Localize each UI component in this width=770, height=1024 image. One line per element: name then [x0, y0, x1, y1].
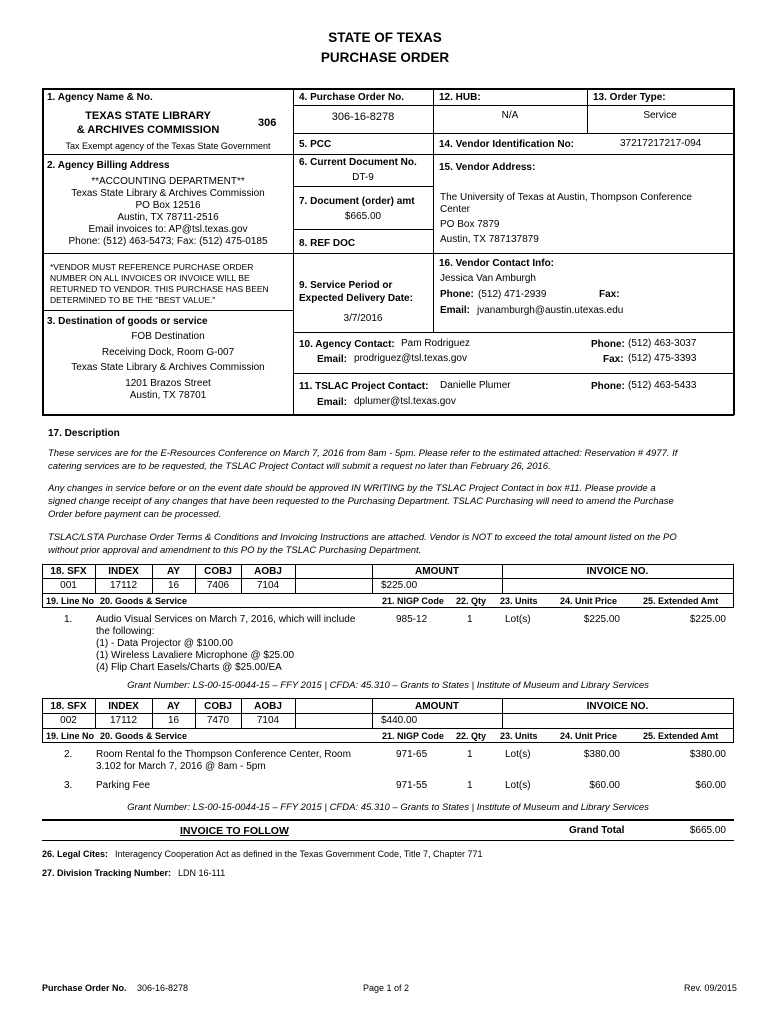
box12-label: 12. HUB: — [439, 92, 481, 103]
box9-label-1: 9. Service Period or — [299, 280, 393, 291]
lh1-ext-amt: 25. Extended Amt — [643, 596, 719, 606]
hub-value: N/A — [501, 110, 519, 121]
line2-unit-price: $380.00 — [583, 749, 620, 760]
current-document-no: DT-9 — [352, 172, 374, 183]
acct2-sfx: 002 — [60, 715, 77, 726]
acct1-cobj: 7406 — [206, 580, 230, 591]
box26-label: 26. Legal Cites: — [42, 849, 109, 859]
acct1-cobj-header: COBJ — [204, 566, 232, 577]
agency-fax: (512) 475-3393 — [628, 353, 697, 364]
lh1-unit-price: 24. Unit Price — [560, 596, 618, 606]
agency-name-line2: & ARCHIVES COMMISSION — [76, 124, 220, 136]
project-phone-label: Phone: — [591, 381, 625, 392]
vendor-phone-label: Phone: — [440, 289, 474, 300]
acct1-index-header: INDEX — [108, 566, 139, 577]
acct1-aobj: 7104 — [256, 580, 280, 591]
description-para1-line2: catering services are to be requested, the TSLAC Project Contact will submit a request no later than February 26, 2016. — [48, 461, 551, 472]
tax-exempt-note: Tax Exempt agency of the Texas State Government — [65, 141, 271, 151]
agency-email: prodriguez@tsl.texas.gov — [354, 353, 467, 364]
po-number: 306-16-8278 — [331, 111, 395, 123]
lh2-goods: 20. Goods & Service — [100, 731, 188, 741]
box2-label: 2. Agency Billing Address — [47, 160, 170, 171]
agency-fax-label: Fax: — [603, 354, 624, 365]
acct2-amount: $440.00 — [381, 715, 418, 726]
line3-units: Lot(s) — [505, 780, 531, 791]
box1-label: 1. Agency Name & No. — [47, 92, 153, 103]
vendor-email: jvanamburgh@austin.utexas.edu — [477, 305, 624, 316]
lh2-nigp: 21. NIGP Code — [382, 731, 444, 741]
billing-line-4: Austin, TX 78711-2516 — [117, 212, 219, 223]
line1-desc-4: (1) Wireless Lavaliere Microphone @ $25.00 — [96, 650, 295, 661]
box6-label: 6. Current Document No. — [299, 157, 417, 168]
line1-unit-price: $225.00 — [583, 614, 620, 625]
line1-no: 1. — [64, 614, 73, 625]
line1-desc-2: the following: — [96, 626, 155, 637]
vendor-note-4: DETERMINED TO BE THE "BEST VALUE." — [50, 295, 216, 305]
grant-line-2: Grant Number: LS-00-15-0044-15 – FFY 2015 | CFDA: 45.310 – Grants to States | Institute of Museum and Library Services — [127, 802, 649, 813]
acct1-sfx: 001 — [60, 580, 77, 591]
agency-email-label: Email: — [317, 354, 348, 365]
box8-label: 8. REF DOC — [299, 238, 356, 249]
destination-line-5: Austin, TX 78701 — [129, 390, 207, 401]
line1-ext: $225.00 — [689, 614, 726, 625]
vendor-address-2: Center — [440, 204, 471, 215]
acct2-index-header: INDEX — [108, 701, 139, 712]
box3-label: 3. Destination of goods or service — [47, 316, 208, 327]
billing-email: Email invoices to: AP@tsl.texas.gov — [88, 224, 248, 235]
vendor-fax-label: Fax: — [599, 289, 620, 300]
agency-number: 306 — [258, 117, 277, 129]
acct2-cobj: 7470 — [206, 715, 230, 726]
project-email: dplumer@tsl.texas.gov — [354, 396, 456, 407]
agency-phone-label: Phone: — [591, 339, 625, 350]
document-amount: $665.00 — [344, 211, 382, 222]
grand-total-label: Grand Total — [569, 825, 625, 836]
acct1-index: 17112 — [109, 580, 138, 591]
service-date: 3/7/2016 — [343, 313, 383, 324]
vendor-note-2: NUMBER ON ALL INVOICES OR INVOICE WILL BE — [50, 273, 250, 283]
grand-total-value: $665.00 — [689, 825, 726, 836]
acct1-amount-header: AMOUNT — [415, 566, 459, 577]
acct1-amount: $225.00 — [381, 580, 418, 591]
billing-line-3: PO Box 12516 — [135, 200, 201, 211]
vendor-address-4: Austin, TX 787137879 — [440, 234, 539, 245]
line1-desc-5: (4) Flip Chart Easels/Charts @ $25.00/EA — [96, 662, 282, 673]
acct2-amount-header: AMOUNT — [415, 701, 459, 712]
footer-revision: Rev. 09/2015 — [684, 983, 737, 993]
line1-desc-3: (1) - Data Projector @ $100.00 — [96, 638, 233, 649]
document-title: STATE OF TEXAS — [328, 30, 442, 45]
vendor-address-1: The University of Texas at Austin, Thompson Conference — [440, 192, 692, 203]
description-para3-line2: without prior approval and amendment to this PO by the TSLAC Purchasing Department. — [48, 545, 422, 556]
box11-label: 11. TSLAC Project Contact: — [299, 381, 429, 392]
project-email-label: Email: — [317, 397, 348, 408]
acct2-invoice-header: INVOICE NO. — [586, 701, 649, 712]
order-type-value: Service — [643, 110, 677, 121]
box9-label-2: Expected Delivery Date: — [299, 293, 413, 304]
acct1-invoice-header: INVOICE NO. — [586, 566, 649, 577]
line3-unit-price: $60.00 — [589, 780, 620, 791]
line2-desc-2: 3.102 for March 7, 2016 @ 8am - 5pm — [96, 761, 266, 772]
box5-label: 5. PCC — [299, 139, 332, 150]
billing-line-2: Texas State Library & Archives Commission — [71, 188, 265, 199]
document-subtitle: PURCHASE ORDER — [320, 50, 450, 65]
line1-units: Lot(s) — [505, 614, 531, 625]
vendor-email-label: Email: — [440, 305, 471, 316]
acct1-sfx-header: 18. SFX — [50, 566, 87, 577]
vendor-contact-name: Jessica Van Amburgh — [440, 273, 536, 284]
line3-nigp: 971-55 — [396, 780, 428, 791]
legal-cites: Interagency Cooperation Act as defined in the Texas Government Code, Title 7, Chapter 771 — [115, 849, 483, 859]
line2-ext: $380.00 — [689, 749, 726, 760]
box7-label: 7. Document (order) amt — [299, 196, 415, 207]
lh2-qty: 22. Qty — [456, 731, 487, 741]
vendor-id: 37217217217-094 — [620, 138, 702, 149]
description-para2-line1: Any changes in service before or on the event date should be approved IN WRITING by the TSLAC Project Contact in box #11. Please provide a — [48, 483, 656, 494]
lh1-units: 23. Units — [500, 596, 538, 606]
line1-nigp: 985-12 — [396, 614, 428, 625]
description-para2-line2: signed change receipt of any changes that have been requested to the Purchasing Department. TSLAC Purchasing will need to amend the Purchase — [48, 496, 674, 507]
division-tracking: LDN 16-111 — [178, 868, 226, 878]
description-para2-line3: Order before payment can be processed. — [48, 509, 222, 520]
project-contact-name: Danielle Plumer — [440, 380, 511, 391]
box15-label: 15. Vendor Address: — [439, 162, 536, 173]
box27-label: 27. Division Tracking Number: — [42, 868, 172, 878]
lh1-goods: 20. Goods & Service — [100, 596, 188, 606]
agency-name-line1: TEXAS STATE LIBRARY — [85, 110, 211, 122]
lh2-line-no: 19. Line No — [46, 731, 95, 741]
project-phone: (512) 463-5433 — [628, 380, 697, 391]
agency-contact-name: Pam Rodriguez — [401, 338, 470, 349]
line3-ext: $60.00 — [695, 780, 726, 791]
billing-phone-fax: Phone: (512) 463-5473; Fax: (512) 475-0185 — [68, 236, 268, 247]
agency-phone: (512) 463-3037 — [628, 338, 697, 349]
vendor-note-1: *VENDOR MUST REFERENCE PURCHASE ORDER — [50, 262, 254, 272]
acct2-ay-header: AY — [167, 701, 180, 712]
footer-po-value: 306-16-8278 — [137, 983, 189, 993]
acct2-cobj-header: COBJ — [204, 701, 232, 712]
line2-no: 2. — [64, 749, 73, 760]
lh2-ext-amt: 25. Extended Amt — [643, 731, 719, 741]
lh1-nigp: 21. NIGP Code — [382, 596, 444, 606]
lh2-unit-price: 24. Unit Price — [560, 731, 618, 741]
line2-qty: 1 — [467, 749, 473, 760]
acct1-ay: 16 — [167, 580, 180, 591]
box4-label: 4. Purchase Order No. — [299, 92, 405, 103]
line1-qty: 1 — [467, 614, 473, 625]
lh2-units: 23. Units — [500, 731, 538, 741]
acct2-ay: 16 — [167, 715, 180, 726]
destination-line-4: 1201 Brazos Street — [125, 378, 211, 389]
line1-desc-1: Audio Visual Services on March 7, 2016, which will include — [96, 614, 356, 625]
box16-label: 16. Vendor Contact Info: — [439, 258, 555, 269]
description-para3-line1: TSLAC/LSTA Purchase Order Terms & Conditions and Invoicing Instructions are attached. Vendor is NOT to exceed the total amount listed on the PO — [48, 532, 677, 543]
acct2-sfx-header: 18. SFX — [50, 701, 87, 712]
grant-line-1: Grant Number: LS-00-15-0044-15 – FFY 2015 | CFDA: 45.310 – Grants to States | Institute of Museum and Library Services — [127, 680, 649, 691]
box14-label: 14. Vendor Identification No: — [439, 139, 575, 150]
line2-units: Lot(s) — [505, 749, 531, 760]
billing-line-1: **ACCOUNTING DEPARTMENT** — [91, 176, 245, 187]
vendor-address-3: PO Box 7879 — [440, 219, 500, 230]
acct2-index: 17112 — [109, 715, 138, 726]
line2-nigp: 971-65 — [396, 749, 428, 760]
lh1-qty: 22. Qty — [456, 596, 487, 606]
lh1-line-no: 19. Line No — [46, 596, 95, 606]
vendor-note-3: RETURNED TO VENDOR. THIS PURCHASE HAS BEEN — [50, 284, 269, 294]
line2-desc-1: Room Rental fo the Thompson Conference Center, Room — [96, 749, 351, 760]
acct2-aobj: 7104 — [256, 715, 280, 726]
footer-po-label: Purchase Order No. — [42, 983, 127, 993]
description-para1-line1: These services are for the E-Resources Conference on March 7, 2016 from 8am - 5pm. Please refer to the estimated attached: Reservation # 4977. If — [48, 448, 678, 459]
line3-qty: 1 — [467, 780, 473, 791]
acct2-aobj-header: AOBJ — [254, 701, 282, 712]
destination-line-3: Texas State Library & Archives Commission — [71, 362, 265, 373]
vendor-phone: (512) 471-2939 — [478, 289, 547, 300]
box10-label: 10. Agency Contact: — [299, 339, 395, 350]
box17-label: 17. Description — [48, 428, 120, 439]
acct1-aobj-header: AOBJ — [254, 566, 282, 577]
footer-page: Page 1 of 2 — [363, 983, 410, 993]
invoice-to-follow: INVOICE TO FOLLOW — [180, 825, 289, 837]
box13-label: 13. Order Type: — [593, 92, 666, 103]
acct1-ay-header: AY — [167, 566, 180, 577]
line3-desc: Parking Fee — [96, 780, 150, 791]
destination-line-1: FOB Destination — [131, 331, 205, 342]
line3-no: 3. — [64, 780, 73, 791]
destination-line-2: Receiving Dock, Room G-007 — [101, 347, 235, 358]
